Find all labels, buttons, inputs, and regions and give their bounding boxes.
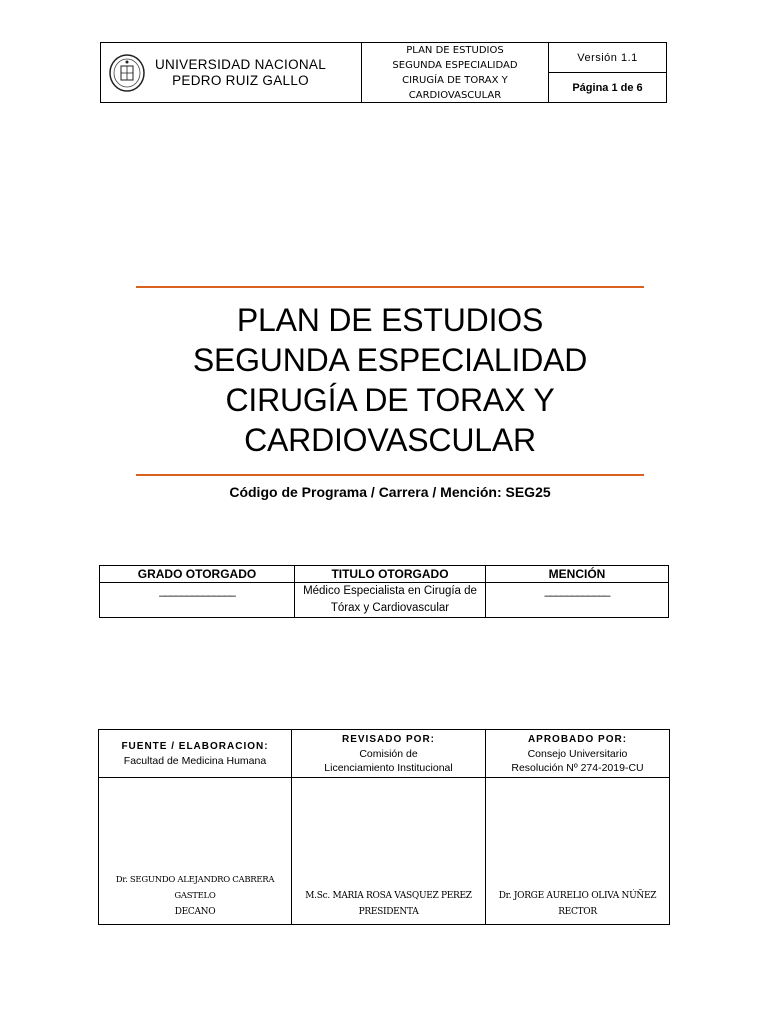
signer-name: M.Sc. MARIA ROSA VASQUEZ PEREZ: [305, 891, 472, 901]
fuente-cell: [99, 730, 292, 778]
signer-name: Dr. SEGUNDO ALEJANDRO CABRERA GASTELO: [115, 875, 275, 901]
grado-value: ______________: [100, 583, 295, 618]
aprobado-label: APROBADO POR:: [527, 734, 628, 745]
mencion-value: ____________: [486, 583, 669, 618]
fuente-label: FUENTE / ELABORACION:: [121, 741, 269, 752]
document-header: [100, 42, 667, 103]
signature-cell: [486, 778, 670, 925]
university-line2: PEDRO RUIZ GALLO: [172, 72, 309, 88]
table-row: [100, 583, 669, 618]
title-top-rule: [136, 286, 644, 288]
revisado-label: REVISADO POR:: [341, 734, 435, 745]
table-header-row: [100, 566, 669, 583]
signer-name: Dr. JORGE AURELIO OLIVA NÚÑEZ: [498, 891, 657, 901]
aprobado-resolution: Resolución Nº 274-2019-CU: [511, 762, 644, 774]
column-header: TITULO OTORGADO: [295, 566, 486, 583]
signer-role: RECTOR: [558, 907, 597, 917]
title-line: CARDIOVASCULAR: [244, 422, 536, 458]
title-line: SEGUNDA ESPECIALIDAD: [192, 342, 588, 378]
header-university-cell: [101, 43, 362, 102]
revisado-value: Comisión de Licenciamiento Institucional: [324, 748, 453, 774]
fuente-value: Facultad de Medicina Humana: [123, 755, 267, 767]
aprobado-value: Consejo Universitario: [527, 748, 628, 760]
header-title-line: SEGUNDA ESPECIALIDAD: [392, 59, 518, 71]
signature-table: [98, 729, 670, 925]
titulo-value: Médico Especialista en Cirugía de Tórax y Cardiovascular: [295, 583, 486, 618]
version-label: Versión 1.1: [549, 43, 666, 73]
page-number: Página 1 de 6: [572, 81, 643, 94]
page-title: [136, 300, 644, 460]
signature-cell: [292, 778, 486, 925]
degree-table: [99, 565, 669, 618]
signature-header-row: [99, 730, 670, 778]
header-doc-title: [362, 43, 549, 102]
university-seal-icon: [107, 53, 147, 93]
program-code: Código de Programa / Carrera / Mención: SEG25: [229, 484, 551, 500]
title-line: CIRUGÍA DE TORAX Y: [225, 382, 555, 418]
title-line: PLAN DE ESTUDIOS: [236, 302, 544, 338]
header-title-line: CIRUGÍA DE TORAX Y: [402, 74, 508, 86]
signature-cell: [99, 778, 292, 925]
column-header: MENCIÓN: [486, 566, 669, 583]
header-title-line: CARDIOVASCULAR: [408, 89, 502, 101]
university-name: [155, 57, 326, 89]
signature-row: [99, 778, 670, 925]
university-line1: UNIVERSIDAD NACIONAL: [155, 56, 327, 72]
column-header: GRADO OTORGADO: [100, 566, 295, 583]
title-bottom-rule: [136, 474, 644, 476]
aprobado-cell: [486, 730, 670, 778]
signer-role: PRESIDENTA: [358, 907, 419, 917]
signer-role: DECANO: [174, 907, 216, 917]
revisado-cell: [292, 730, 486, 778]
header-meta: [549, 43, 666, 102]
header-title-line: PLAN DE ESTUDIOS: [406, 44, 504, 56]
